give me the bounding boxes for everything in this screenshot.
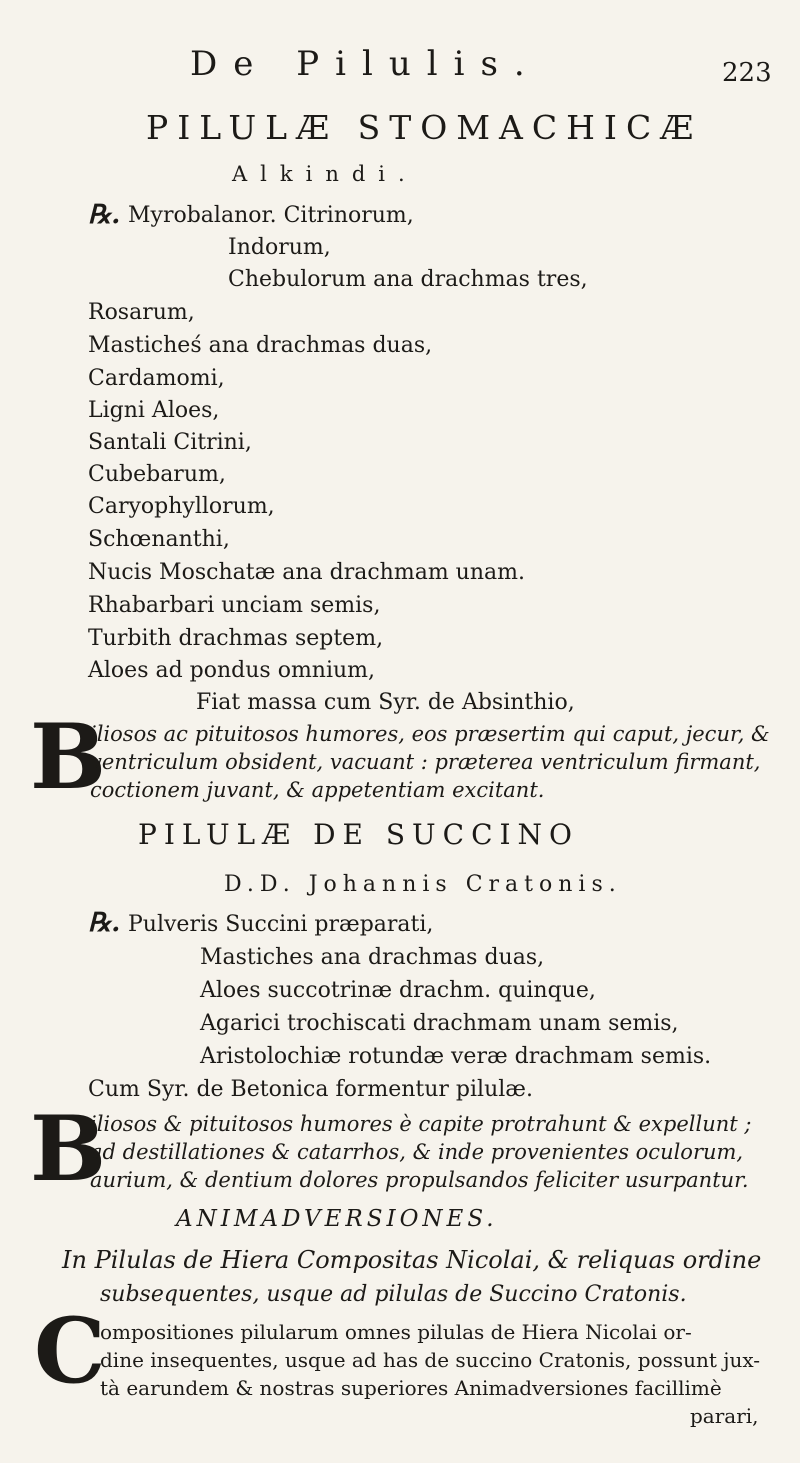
ingredient-line: Caryophyllorum, bbox=[88, 494, 275, 519]
running-title: De Pilulis. bbox=[190, 44, 541, 84]
ingredient-line: Cardamomi, bbox=[88, 366, 225, 391]
ingredient-line: Nucis Moschatæ ana drachmam unam. bbox=[88, 560, 525, 585]
ingredient-line: Aloes succotrinæ drachm. quinque, bbox=[200, 978, 596, 1003]
section1-recipe-symbol: ℞. bbox=[88, 200, 121, 230]
description-line: ventriculum obsident, vacuant : præterea ventriculum firmant, bbox=[90, 750, 761, 774]
ingredient-line: Chebulorum ana drachmas tres, bbox=[228, 267, 588, 292]
ingredient-line: Aristolochiæ rotundæ veræ drachmam semis. bbox=[200, 1044, 712, 1069]
catchword: parari, bbox=[690, 1404, 759, 1428]
section2-dropcap: B bbox=[30, 1096, 107, 1202]
section1-dropcap: B bbox=[30, 704, 107, 810]
section2-recipe-symbol: ℞. bbox=[88, 908, 121, 938]
description-line: coctionem juvant, & appetentiam excitant. bbox=[90, 778, 545, 802]
ingredient-line: Turbith drachmas septem, bbox=[88, 626, 384, 651]
body-line: tà earundem & nostras superiores Animadversiones facillimè bbox=[100, 1376, 722, 1400]
ingredient-line: Myrobalanor. Citrinorum, bbox=[128, 203, 414, 228]
ingredient-line: Santali Citrini, bbox=[88, 430, 252, 455]
ingredient-line: Schœnanthi, bbox=[88, 527, 230, 552]
ingredient-line: Mastiches ana drachmas duas, bbox=[200, 945, 545, 970]
ingredient-line: Aloes ad pondus omnium, bbox=[88, 658, 376, 683]
section2-author: D.D. Johannis Cratonis. bbox=[224, 872, 622, 897]
section3-subtitle-line: In Pilulas de Hiera Compositas Nicolai, & reliquas ordine bbox=[62, 1246, 762, 1274]
section3-dropcap: C bbox=[34, 1298, 106, 1404]
section3-subtitle-line: subsequentes, usque ad pilulas de Succino Cratonis. bbox=[100, 1282, 687, 1307]
body-line: ompositiones pilularum omnes pilulas de Hiera Nicolai or- bbox=[100, 1320, 692, 1344]
page-number: 223 bbox=[722, 58, 772, 88]
ingredient-line: Cum Syr. de Betonica formentur pilulæ. bbox=[88, 1077, 533, 1102]
ingredient-line: Indorum, bbox=[228, 235, 331, 260]
ingredient-line: Pulveris Succini præparati, bbox=[128, 912, 434, 937]
ingredient-line: Rhabarbari unciam semis, bbox=[88, 593, 381, 618]
description-line: ad destillationes & catarrhos, & inde provenientes oculorum, bbox=[90, 1140, 744, 1164]
ingredient-line: Masticheś ana drachmas duas, bbox=[88, 333, 433, 358]
description-line: iliosos & pituitosos humores è capite protrahunt & expellunt ; bbox=[90, 1112, 752, 1136]
body-line: dine insequentes, usque ad has de succino Cratonis, possunt jux- bbox=[100, 1348, 761, 1372]
ingredient-line: Rosarum, bbox=[88, 300, 195, 325]
ingredient-line: Fiat massa cum Syr. de Absinthio, bbox=[196, 690, 575, 715]
description-line: iliosos ac pituitosos humores, eos præsertim qui caput, jecur, & bbox=[90, 722, 770, 746]
ingredient-line: Cubebarum, bbox=[88, 462, 226, 487]
section3-title: ANIMADVERSIONES. bbox=[176, 1206, 498, 1232]
section2-title: PILULÆ DE SUCCINO bbox=[138, 818, 580, 851]
section1-author: Alkindi. bbox=[232, 162, 418, 186]
description-line: aurium, & dentium dolores propulsandos feliciter usurpantur. bbox=[90, 1168, 749, 1192]
ingredient-line: Agarici trochiscati drachmam unam semis, bbox=[200, 1011, 679, 1036]
section1-title: PILULÆ STOMACHICÆ bbox=[146, 108, 703, 147]
ingredient-line: Ligni Aloes, bbox=[88, 398, 220, 423]
